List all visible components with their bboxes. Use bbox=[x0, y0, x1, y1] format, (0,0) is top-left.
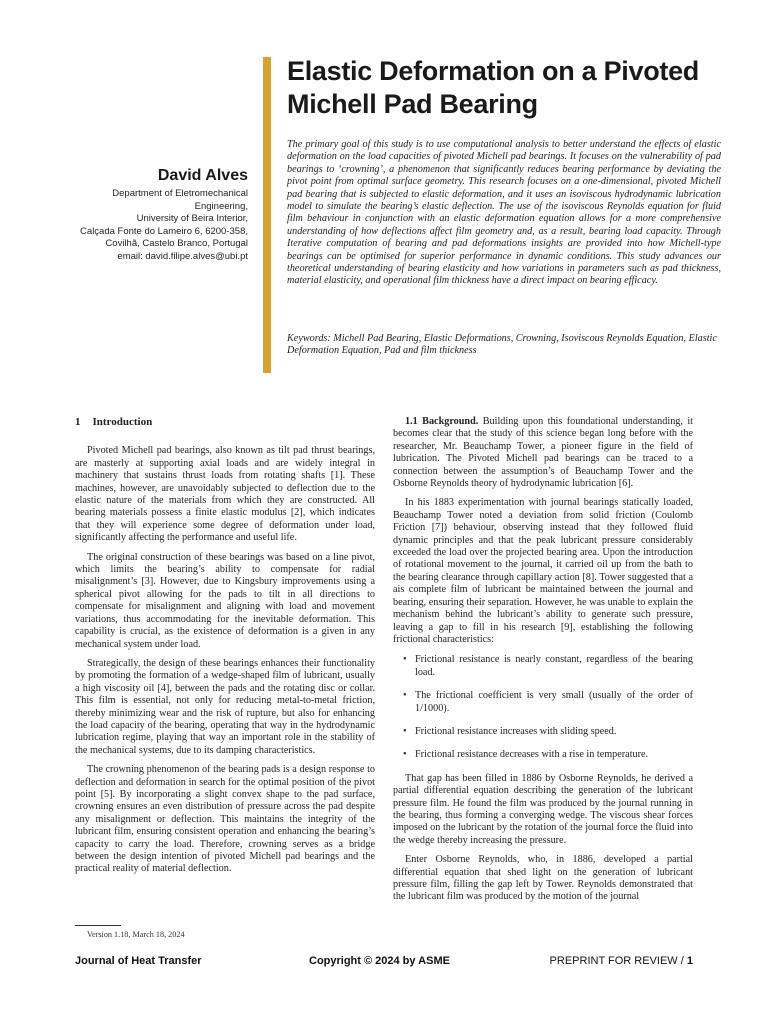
paragraph bbox=[393, 416, 693, 490]
affiliation-line: Department of Eletromechanical bbox=[112, 188, 248, 199]
keywords: Keywords: Michell Pad Bearing, Elastic Deformations, Crowning, Isoviscous Reynolds Equation, Elastic Deformation Equation, Pad and film thickness bbox=[287, 333, 717, 357]
list-item: • The frictional coefficient is very small (usually of the order of 1/1000). bbox=[415, 690, 693, 715]
section-title: Introduction bbox=[92, 416, 153, 428]
footnote: Version 1.18, March 18, 2024 bbox=[87, 930, 185, 939]
paragraph: In his 1883 experimentation with journal bearings statically loaded, Beauchamp Tower noted a deviation from solid friction (Coulomb Friction [7]) behaviour, observing instead that they followed fluid dynamic principles and that the peak lubricant pressure considerably exceeded the load over the projected bearing area. Upon the introduction of rotational movement to the journal, it carried oil up from the bath to the bearing clearance through capillary action [8]. Tower suggested that a ais complete film of lubricant be maintained between the journal and bearing, ensuring their separation. However, he was unable to explain the mechanism behind the lubricant’s ability to generate such pressure, leaving a gap to fill in his research [9], establishing the following frictional characteristics: bbox=[393, 497, 693, 645]
paragraph: The original construction of these bearings was based on a line pivot, which limits the bearing’s ability to compensate for radial misalignment’s [3]. However, due to Kingsbury improvements using a spherical pivot allowing for the pads to tilt in all directions to compensate for misalignment and aligning with load and movement variations, thus accommodating for the inevitable deformation. This capability is crucial, as the existence of deformation is a given in any mechanical system under load. bbox=[75, 551, 375, 650]
paragraph: Pivoted Michell pad bearings, also known as tilt pad thrust bearings, are masterly at supporting axial loads and are widely integral in machinery that sustains thrust loads from rotating shafts [1]. These machines, however, are unavoidably subjected to deflection due to the elastic nature of the materials from which they are constructed. All bearing materials possess a finite elastic modulus [2], which indicates that they will experience some degree of deformation under load, significantly affecting the performance and useful life. bbox=[75, 445, 375, 544]
paragraph: Strategically, the design of these bearings enhances their functionality by promoting the formation of a wedge-shaped film of lubricant, usually a high viscosity oil [4], between the pads and the rotating disc or collar. This film is essential, not only for reducing metal-to-metal friction, thereby minimizing wear and the risk of rupture, but also for enhancing the load capacity of the bearing, operating that way in the hydrodynamic lubrication regime, playing that way an important role in the stability of the mechanical systems, due to its damping characteristics. bbox=[75, 657, 375, 756]
paragraph: The crowning phenomenon of the bearing pads is a design response to deflection and deformation in search for the optimal position of the pivot point [5]. By incorporating a slight convex shape to the pad surface, crowning ensures an even distribution of pressure across the pad despite any misalignment or deflection. This maintains the integrity of the lubricant film, ensuring consistent operation and enhancing the bearing’s capacity to carry the load. Therefore, crowning serves as a bridge between the design intention of pivoted Michell pad bearings and the practical reality of material deflection. bbox=[75, 764, 375, 875]
abstract: The primary goal of this study is to use computational analysis to better understand the effects of elastic deformation on the load capacities of pivoted Michell pad bearings. It focuses on the vulnerability of pad bearings to ‘crowning’, a phenomenon that significantly reduces bearing performance by deviating the pivot point from optimal surface geometry. This research focuses on a one-dimensional, pivoted Michell pad bearing that is subjected to elastic deformation, and it uses an isoviscous hydrodynamic lubrication model to simulate the bearing’s elastic deflection. The use of the isoviscous Reynolds equation for fluid film behaviour in conjunction with an elastic deformation equation allows for a more comprehensive understanding of how deflections affect film geometry and, as a result, bearing load capacity. Through Iterative computation of bearing and pad deformations insights are provided into how Michell-type bearings can be optimised for superior performance in dynamic conditions. This study advances our theoretical understanding of bearing elasticity and how variations in parameters such as pad thickness, material elasticity, and operational film thickness have a direct impact on bearing efficacy. bbox=[287, 139, 721, 287]
page-footer bbox=[75, 955, 693, 971]
footer-preprint bbox=[550, 955, 693, 967]
left-column bbox=[75, 416, 375, 883]
page-number: 1 bbox=[686, 955, 693, 967]
section-number: 1 bbox=[75, 416, 81, 428]
footnote-rule bbox=[75, 925, 121, 926]
author-name: David Alves bbox=[157, 167, 248, 184]
author-block bbox=[60, 167, 248, 263]
affiliation-line: University of Beira Interior, bbox=[136, 213, 248, 224]
paragraph: Enter Osborne Reynolds, who, in 1886, developed a partial differential equation that shed light on the generation of lubricant pressure film, filling the gap left by Tower. Reynolds demonstrated that the lubricant film was produced by the motion of the journal bbox=[393, 854, 693, 903]
list-item: • Frictional resistance is nearly constant, regardless of the bearing load. bbox=[415, 654, 693, 679]
section-heading bbox=[75, 416, 375, 428]
title-line-2: Michell Pad Bearing bbox=[287, 89, 538, 119]
title-line-1: Elastic Deformation on a Pivoted bbox=[287, 56, 699, 86]
affiliation-line: Covilhã, Castelo Branco, Portugal bbox=[105, 238, 248, 249]
affiliation-line: Calçada Fonte do Lameiro 6, 6200-358, bbox=[80, 225, 248, 237]
footer-preprint-label: PREPRINT FOR REVIEW bbox=[549, 955, 678, 967]
paragraph-text: Building upon this foundational understanding, it becomes clear that the study of this science began long before with the researcher, Mr. Beauchamp Tower, a pioneer figure in the field of lubrication. The Pivoted Michell pad bearings can be traced to a connection between the assumption’s of Beauchamp Tower and the Osborne Reynolds theory of hydrodynamic lubrication [6]. bbox=[393, 416, 694, 490]
right-column bbox=[393, 416, 693, 911]
paper-title bbox=[287, 55, 747, 121]
paragraph: That gap has been filled in 1886 by Osborne Reynolds, he derived a partial differential equation describing the generation of the lubricant pressure film. He found the film was produced by the journal running in the bearing, thus forming a converging wedge. The viscous shear forces imposed on the lubricant by the rotation of the journal force the fluid into the wedge thereby increasing the pressure. bbox=[393, 772, 693, 846]
list-item: • Frictional resistance decreases with a rise in temperature. bbox=[415, 749, 693, 761]
affiliation-line: Engineering, bbox=[194, 200, 248, 212]
author-email[interactable]: email: david.filipe.alves@ubi.pt bbox=[117, 250, 248, 262]
footer-copyright: Copyright © 2024 by ASME bbox=[309, 955, 450, 967]
bullet-list bbox=[393, 654, 693, 761]
footer-journal: Journal of Heat Transfer bbox=[75, 955, 202, 967]
list-item: • Frictional resistance increases with sliding speed. bbox=[415, 726, 693, 738]
footer-separator: / bbox=[677, 955, 687, 967]
subsection-heading: 1.1 Background. bbox=[405, 416, 479, 427]
title-accent-bar bbox=[263, 57, 271, 373]
